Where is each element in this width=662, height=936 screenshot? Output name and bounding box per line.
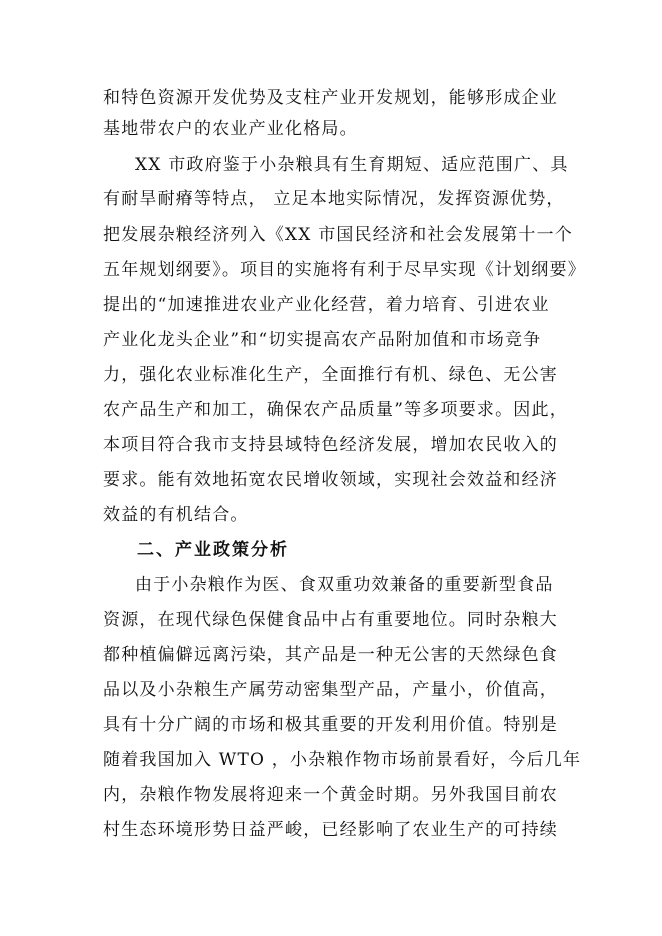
body-text-line: 五年规划纲要》。项目的实施将有利于尽早实现《计划纲要》 bbox=[103, 260, 586, 280]
body-text-line: 内，杂粮作物发展将迎来一个黄金时期。另外我国目前农 bbox=[103, 785, 558, 805]
body-text-line: 都种植偏僻远离污染，其产品是一种无公害的天然绿色食 bbox=[103, 645, 558, 665]
body-text-line: 力，强化农业标准化生产，全面推行有机、绿色、无公害 bbox=[103, 365, 558, 385]
body-text-line: 要求。能有效地拓宽农民增收领域，实现社会效益和经济 bbox=[103, 470, 558, 490]
body-text-line: 产业化龙头企业”和“切实提高农产品附加值和市场竞争 bbox=[103, 330, 542, 350]
body-text-line: 有耐旱耐瘠等特点， 立足本地实际情况，发挥资源优势， bbox=[103, 189, 565, 209]
body-text-line: 把发展杂粮经济列入《XX 市国民经济和社会发展第十一个 bbox=[103, 225, 574, 245]
body-text-line: 品以及小杂粮生产属劳动密集型产品，产量小，价值高， bbox=[103, 680, 558, 700]
paragraph-first-line: XX 市政府鉴于小杂粮具有生育期短、适应范围广、具 bbox=[135, 155, 569, 175]
body-text-line: 效益的有机结合。 bbox=[103, 505, 249, 525]
body-text-line: 资源，在现代绿色保健食品中占有重要地位。同时杂粮大 bbox=[103, 610, 558, 630]
paragraph-first-line: 由于小杂粮作为医、食双重功效兼备的重要新型食品 bbox=[135, 575, 554, 595]
body-text-line: 村生态环境形势日益严峻，已经影响了农业生产的可持续 bbox=[103, 820, 558, 840]
body-text-line: 农产品生产和加工，确保农产品质量”等多项要求。因此， bbox=[103, 400, 568, 420]
body-text-line: 具有十分广阔的市场和极其重要的开发利用价值。特别是 bbox=[103, 715, 558, 735]
body-text-line: 基地带农户的农业产业化格局。 bbox=[103, 119, 358, 139]
section-heading: 二、产业政策分析 bbox=[137, 540, 289, 560]
body-text-line: 提出的“加速推进农业产业化经营，着力培育、引进农业 bbox=[103, 295, 550, 315]
body-text-line: 本项目符合我市支持县域特色经济发展，增加农民收入的 bbox=[103, 435, 558, 455]
body-text-line: 和特色资源开发优势及支柱产业开发规划，能够形成企业 bbox=[103, 88, 558, 108]
body-text-line: 随着我国加入 WTO ，小杂粮作物市场前景看好，今后几年 bbox=[103, 750, 582, 770]
